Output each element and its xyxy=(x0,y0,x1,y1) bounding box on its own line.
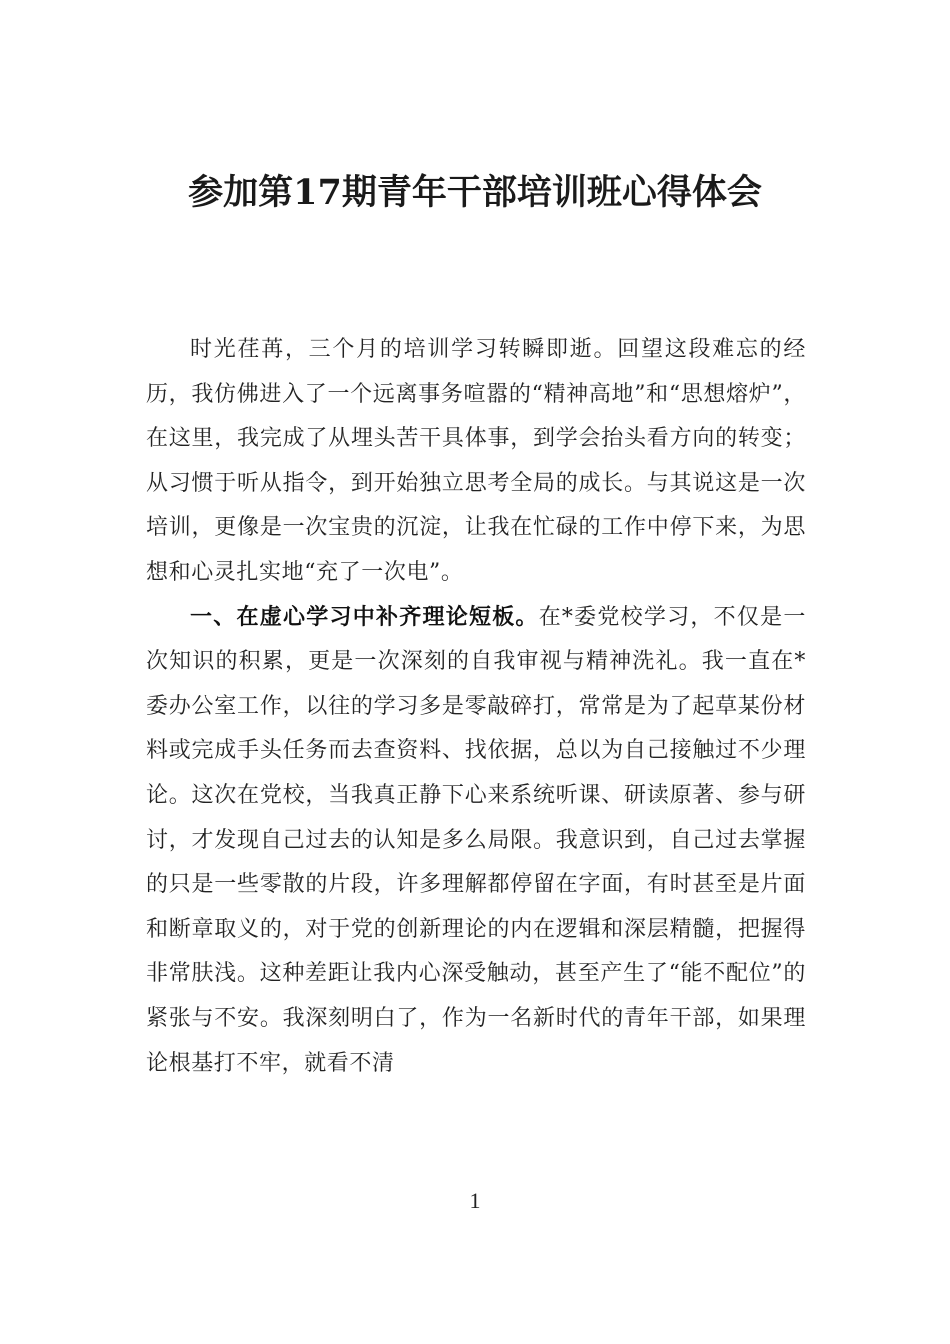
section-1-body: 在*委党校学习，不仅是一次知识的积累，更是一次深刻的自我审视与精神洗礼。我一直在*委办公室工作，以往的学习多是零敲碎打，常常是为了起草某份材料或完成手头任务而去查资料、找依据，总以为自己接触过不少理论。这次在党校，当我真正静下心来系统听课、研读原著、参与研讨，才发现自己过去的认知是多么局限。我意识到，自己过去掌握的只是一些零散的片段，许多理解都停留在字面，有时甚至是片面和断章取义的，对于党的创新理论的内在逻辑和深层精髓，把握得非常肤浅。这种差距让我内心深受触动，甚至产生了“能不配位”的紧张与不安。我深刻明白了，作为一名新时代的青年干部，如果理论根基打不牢，就看不清 xyxy=(146,604,806,1076)
document-title: 参加第17期青年干部培训班心得体会 xyxy=(188,172,762,213)
intro-paragraph: 时光荏苒，三个月的培训学习转瞬即逝。回望这段难忘的经历，我仿佛进入了一个远离事务喧嚣的“精神高地”和“思想熔炉”，在这里，我完成了从埋头苦干具体事，到学会抬头看方向的转变；从习惯于听从指令，到开始独立思考全局的成长。与其说这是一次培训，更像是一次宝贵的沉淀，让我在忙碌的工作中停下来，为思想和心灵扎实地“充了一次电”。 xyxy=(146,337,806,585)
page-number: 1 xyxy=(469,1188,481,1213)
section-1-heading: 一、在虚心学习中补齐理论短板。 xyxy=(190,604,539,630)
section-1-paragraph xyxy=(146,596,806,1087)
document-body xyxy=(146,328,806,1086)
